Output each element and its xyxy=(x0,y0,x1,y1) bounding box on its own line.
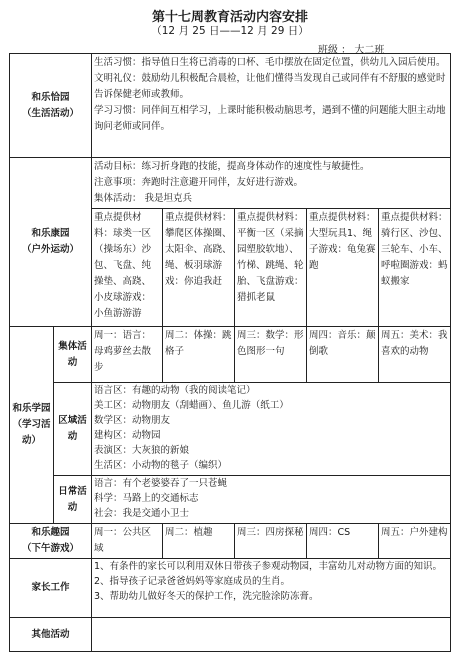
area-line: 数学区：动物朋友 xyxy=(94,415,171,426)
parents-content xyxy=(92,559,451,618)
learning-area-content xyxy=(92,383,451,476)
parents-section-header: 家长工作 xyxy=(10,559,92,618)
learning-group-cell: 周四：音乐：颠倒歌 xyxy=(307,327,379,383)
learning-area-row xyxy=(10,383,451,476)
outdoor-section-title: 和乐康园 xyxy=(31,228,70,239)
afternoon-cell: 周四：CS xyxy=(307,524,379,559)
learning-group-cell: 周二：体操：跳格子 xyxy=(163,327,235,383)
parents-row xyxy=(10,559,451,618)
life-line: 生活习惯：指导值日生将已消毒的口杯、毛巾摆放在固定位置，供幼儿入园后使用。 xyxy=(94,57,446,68)
outdoor-section-subtitle: （户外运动） xyxy=(22,244,80,255)
learning-group-cell: 周五：美术：我喜欢的动物 xyxy=(379,327,451,383)
outdoor-group: 集体活动： 我是坦克兵 xyxy=(94,193,193,204)
life-line: 文明礼仪：鼓励幼儿积极配合晨检，让他们懂得当发现自己或同伴有不舒服的感觉时告诉保健老师或教师。 xyxy=(94,73,446,100)
learning-group-cell: 周三：数学：形色图形一句 xyxy=(235,327,307,383)
learning-section-header: 和乐学园（学习活动） xyxy=(10,327,54,524)
date-range: （12 月 25 日——12 月 29 日） xyxy=(151,25,309,37)
outdoor-goal: 活动目标：练习折身跑的技能，提高身体动作的速度性与敏捷性。 xyxy=(94,161,370,172)
page-title: 第十七周教育活动内容安排 xyxy=(151,10,308,25)
learning-group-cell: 周一：语言：母鸡萝丝去散步 xyxy=(92,327,163,383)
outdoor-info xyxy=(92,158,451,209)
outdoor-area-cell: 重点提供材料：平衡一区（采摘园塑胶软地）、竹梯、跳绳、轮胎、飞盘游戏：猎抓老鼠 xyxy=(235,209,307,327)
area-line: 生活区：小动物的毯子（编织） xyxy=(94,460,228,471)
outdoor-area-cell: 重点提供材料：球类一区（操场东）沙包、飞盘、纯操垫、高跷、小皮球游戏：小鱼游游游 xyxy=(92,209,163,327)
other-content xyxy=(92,618,451,652)
afternoon-cell: 周一：公共区域 xyxy=(92,524,163,559)
parents-line: 1、有条件的家长可以利用双休日带孩子参观动物园，丰富幼儿对动物方面的知识。 xyxy=(94,561,443,572)
area-line: 建构区：动物园 xyxy=(94,430,161,441)
life-content xyxy=(92,54,451,158)
outdoor-area-cell: 重点提供材料：大型玩具1、绳子游戏：龟兔赛跑 xyxy=(307,209,379,327)
afternoon-cell: 周三：四房探秘 xyxy=(235,524,307,559)
schedule-table xyxy=(9,53,451,652)
afternoon-section-subtitle: （下午游戏） xyxy=(22,543,80,554)
daily-line: 科学：马路上的交通标志 xyxy=(94,493,199,504)
life-section-subtitle: （生活活动） xyxy=(22,107,80,119)
outdoor-area-cell: 重点提供材料：骑行区、沙包、三轮车、小车、呼啦圈游戏：蚂蚁搬家 xyxy=(379,209,451,327)
learning-group-row xyxy=(10,327,451,383)
life-section-title: 和乐恰园 xyxy=(31,91,70,103)
afternoon-cell: 周二：植趣 xyxy=(163,524,235,559)
afternoon-row xyxy=(10,524,451,559)
area-line: 表演区：大灰狼的新娘 xyxy=(94,445,190,456)
life-row xyxy=(10,54,451,158)
area-line: 语言区：有趣的动物（我的阅读笔记） xyxy=(94,385,256,396)
daily-line: 社会：我是交通小卫士 xyxy=(94,508,190,519)
learning-daily-label: 日常活动 xyxy=(54,476,92,524)
other-row xyxy=(10,618,451,652)
learning-daily-content xyxy=(92,476,451,524)
learning-area-label: 区域活动 xyxy=(54,383,92,476)
area-line: 美工区：动物朋友（刮蜡画）、鱼儿游（纸工） xyxy=(94,400,289,411)
outdoor-info-row xyxy=(10,158,451,209)
parents-line: 3、帮助幼儿做好冬天的保护工作，洗完脸涂防冻膏。 xyxy=(94,591,319,602)
afternoon-section-header xyxy=(10,524,92,559)
class-label: 班级 ： 大二班 xyxy=(318,45,385,56)
outdoor-note: 注意事项：奔跑时注意避开同伴，友好进行游戏。 xyxy=(94,177,304,188)
outdoor-section-header xyxy=(10,158,92,327)
life-line: 学习习惯：同伴间互相学习，上课时能积极动脑思考，遇到不懂的问题能大胆主动地询问老师或同伴。 xyxy=(94,105,446,132)
outdoor-area-cell: 重点提供材料：攀爬区体操圈、太阳伞、高跷、绳、板羽球游戏：你追我赶 xyxy=(163,209,235,327)
afternoon-section-title: 和乐趣园 xyxy=(31,527,70,538)
afternoon-cell: 周五：户外建构 xyxy=(379,524,451,559)
learning-daily-row xyxy=(10,476,451,524)
other-section-header: 其他活动 xyxy=(10,618,92,652)
life-section-header xyxy=(10,54,92,158)
daily-line: 语言：有个老婆婆吞了一只苍蝇 xyxy=(94,478,228,489)
parents-line: 2、指导孩子记录爸爸妈妈等家庭成员的生肖。 xyxy=(94,576,291,587)
learning-group-label: 集体活动 xyxy=(54,327,92,383)
